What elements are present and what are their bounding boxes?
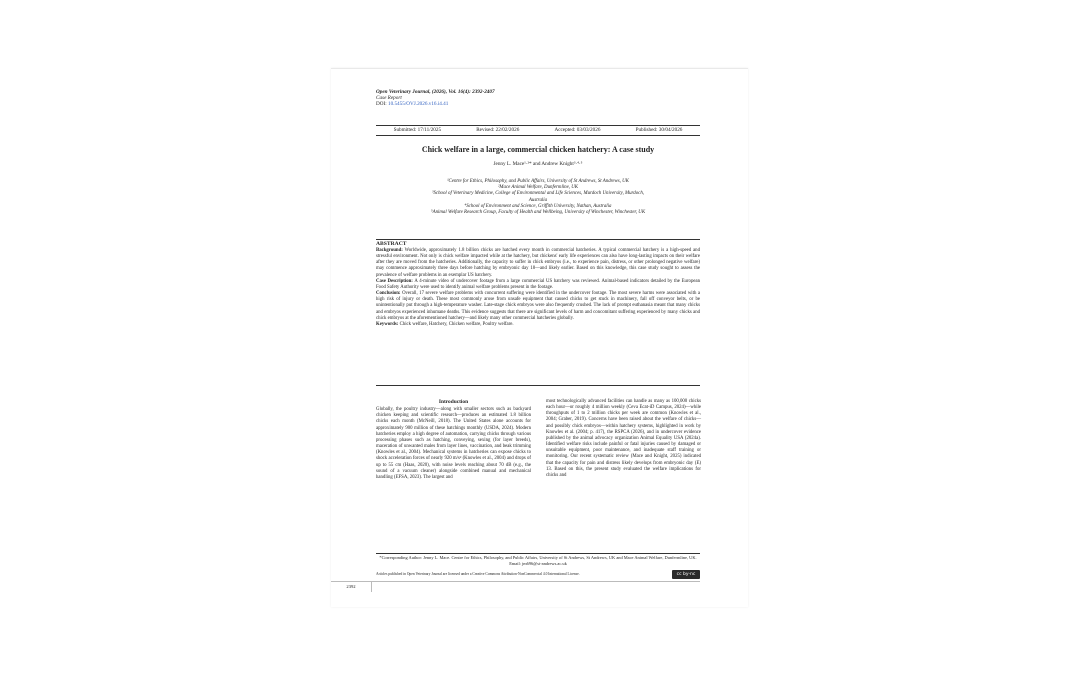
accepted-date: Accepted: 03/03/2026	[554, 127, 601, 133]
body-right-column	[546, 399, 701, 479]
revised-date: Revised: 22/02/2026	[476, 127, 520, 133]
affiliation: Australia	[528, 197, 548, 203]
authors: Jenny L. Mace¹·²* and Andrew Knight³·⁴·⁵	[493, 161, 583, 167]
affiliation: ⁴School of Environment and Science, Griffith University, Nathan, Australia	[464, 203, 612, 209]
journal-header	[376, 89, 495, 107]
page-number-box	[331, 581, 372, 592]
article-type: Case Report	[376, 95, 402, 101]
dates-row	[376, 127, 700, 133]
published-date: Published: 30/04/2026	[635, 127, 683, 133]
cc-license-badge: cc by-nc	[672, 570, 700, 579]
page-number: 2392	[346, 584, 356, 589]
affiliation: ³School of Veterinary Medicine, College of Environmental and Life Sciences, Murdoch University, Murdoch,	[432, 191, 644, 197]
affiliation: ²Mace Animal Welfare, Dunfermline, UK	[497, 185, 579, 191]
keywords-label: Keywords:	[376, 321, 399, 327]
case-label: Case Description:	[376, 278, 413, 284]
paper-page	[331, 68, 748, 607]
page-footer-rule	[371, 581, 700, 582]
body-text: most technologically advanced facilities can handle as many as 100,000 chicks each hour—or roughly 4 million weekly (Ceva Ecat-iD Campus, 2024)—while throughputs of 1 to 2 million chicks per week are common (Knowles et al., 2004; Graber, 2019). Concerns have been raised about the welfare of chicks—and possibly chick embryos—within hatchery systems, highlighted in work by Knowles et al. (2004; p. 417), the RSPCA (2026), and in undercover evidence published by the animal advocacy organization Animal Equality USA (2024a). Identified welfare risks include painful or fatal injuries caused by damaged or unsuitable equipment, poor maintenance, and inadequate staff training or monitoring. Our recent systematic review (Mace and Knight, 2025) indicated that the capacity for pain and distress likely develops from embryonic day (E) 13. Based on this, the present study evaluated the welfare implications for chicks and	[546, 399, 701, 478]
journal-citation: Open Veterinary Journal, (2026), Vol. 16(4): 2392-2407	[376, 89, 495, 95]
body-text: Globally, the poultry industry—along with smaller sectors such as backyard chicken keeping and scientific research—produces an estimated 1.8 billion chicks each month (McNeill, 2018). The United States alone accounts for approximately 900 million of these hatchings monthly (USDA, 2024). Modern hatcheries employ a high degree of automation, carrying chicks through various processing phases such as hatching, conveying, sexing (for layer breeds), maceration of unwanted males from layer lines, vaccination, and beak trimming (Knowles et al., 2004). Mechanical systems in hatcheries can expose chicks to shock acceleration forces of nearly 920 m/s² (Knowles et al., 2004) and drops of up to 55 cm (Haas, 2020), with noise levels reaching about 70 dB (e.g., the sound of a vacuum cleaner) alongside combined manual and mechanical handling (EFSA, 2023). The largest and	[376, 407, 531, 480]
footnote	[376, 555, 700, 566]
corresponding-author: *Corresponding Author: Jenny L. Mace. Centre for Ethics, Philosophy, and Public Affairs, University of St Andrews, St Andrews, UK and Mace Animal Welfare, Dunfermline, UK. Email: jm696@st-andrews.ac.uk	[379, 555, 697, 566]
doi-line	[376, 101, 495, 107]
footnote-rule	[376, 553, 700, 554]
license-text: Articles published in Open Veterinary Journal are licensed under a Creative Commons Attribution-NonCommercial 4.0 International License.	[376, 572, 580, 576]
conclusion-text: Overall, 17 severe welfare problems with concurrent suffering were identified in the undercover footage. The most severe harms were associated with a high risk of injury or death. These most commonly arose from unsafe equipment that caused chicks to get stuck in machinery, fall off conveyor belts, or be unintentionally put through a high-temperature washer. Late-stage chick embryos were also frequently crushed. The lack of prompt euthanasia meant that many chicks and embryos experienced inhumane deaths. This evidence suggests that there are significant levels of harm and concomitant suffering experienced by many chicks and chick embryos at the aforementioned hatchery—and likely many other commercial hatcheries globally.	[376, 291, 701, 321]
doi-label: DOI:	[376, 101, 387, 107]
abstract-rule	[376, 239, 700, 240]
abstract-bottom-rule	[376, 385, 700, 386]
affiliation: ⁵Animal Welfare Research Group, Faculty of Health and Wellbeing, University of Winchester, Winchester, UK	[430, 210, 646, 216]
doi-link[interactable]: 10.5455/OVJ.2026.v16.i4.41	[387, 101, 449, 107]
paper-title: Chick welfare in a large, commercial chicken hatchery: A case study	[421, 145, 655, 154]
conclusion-label: Conclusion:	[376, 291, 401, 297]
dates-rule	[376, 135, 700, 136]
background-text: Worldwide, approximately 1.8 billion chicks are hatched every month in commercial hatcheries. A typical commercial hatchery is a high-speed and stressful environment. Not only is chick welfare impacted while at the hatchery, but chickens' early life experiences can also have long-lasting impacts on their welfare after they are moved from the hatcheries. Additionally, the capacity to suffer in chick embryos (i.e., to experience pain, distress, or other prolonged negative welfare) may commence approximately three days before hatching by embryonic day 18—and likely earlier. Based on this knowledge, this case study sought to assess the prevalence of welfare problems in an exemplar US hatchery.	[376, 248, 700, 278]
introduction-heading: Introduction	[438, 399, 469, 405]
abstract-heading: ABSTRACT	[376, 241, 407, 247]
case-text: A 4-minute video of undercover footage from a large commercial US hatchery was reviewed. Animal-based indicators detailed by the European Food Safety Authority were used to identify animal welfare problems present in the footage.	[376, 278, 700, 290]
top-rule	[376, 125, 700, 126]
affiliation: ¹Centre for Ethics, Philosophy, and Public Affairs, University of St Andrews, St Andrews, UK	[447, 179, 629, 184]
body-left-column	[376, 399, 531, 481]
submitted-date: Submitted: 17/11/2025	[393, 127, 442, 133]
abstract-body	[376, 248, 700, 328]
affiliations	[386, 179, 690, 216]
background-label: Background:	[376, 248, 403, 253]
keywords-text: Chick welfare, Hatchery, Chicken welfare, Poultry welfare.	[399, 321, 514, 327]
